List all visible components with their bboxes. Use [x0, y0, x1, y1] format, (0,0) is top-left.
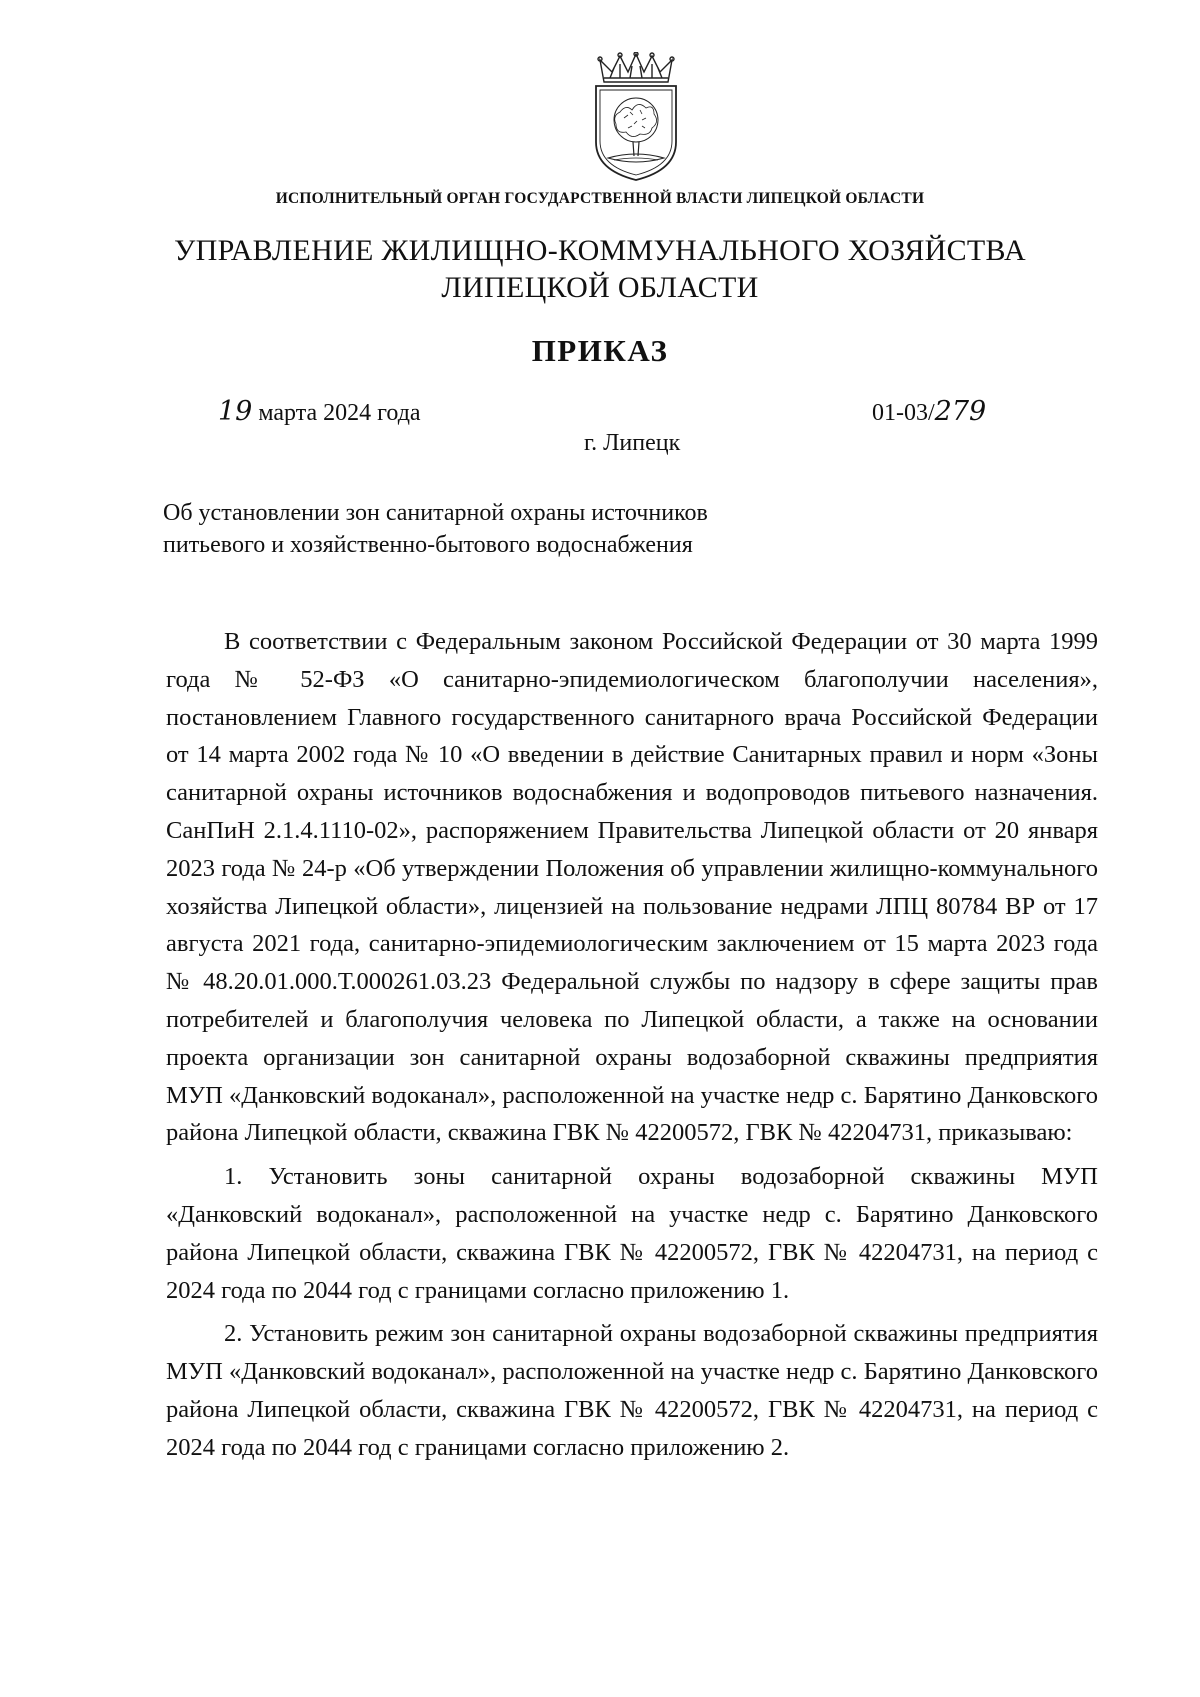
- department-line-1: УПРАВЛЕНИЕ ЖИЛИЩНО-КОММУНАЛЬНОГО ХОЗЯЙСТВА: [174, 234, 1026, 267]
- order-date: [218, 396, 421, 427]
- department-name: [0, 232, 1200, 306]
- order-date-day: 19: [218, 396, 253, 427]
- coat-of-arms-icon: [590, 52, 682, 184]
- order-body: [166, 623, 1098, 1467]
- preamble-paragraph: В соответствии с Федеральным законом Российской Федерации от 30 марта 1999 года № 52-ФЗ «О санитарно-эпидемиологическом благополучии населения», постановлением Главного государственного санитарного врача Российской Федерации от 14 марта 2002 года № 10 «О введении в действие Санитарных правил и норм «Зоны санитарной охраны источников водоснабжения и водопроводов питьевого назначения. СанПиН 2.1.4.1110-02», распоряжением Правительства Липецкой области от 20 января 2023 года № 24-р «Об утверждении Положения об управлении жилищно-коммунального хозяйства Липецкой области», лицензией на пользование недрами ЛПЦ 80784 ВР от 17 августа 2021 года, санитарно-эпидемиологическим заключением от 15 марта 2023 года № 48.20.01.000.Т.000261.03.23 Федеральной службы по надзору в сфере защиты прав потребителей и благополучия человека по Липецкой области, а также на основании проекта организации зон санитарной охраны водозаборной скважины предприятия МУП «Данковский водоканал», расположенной на участке недр с. Барятино Данковского района Липецкой области, скважина ГВК № 42200572, ГВК № 42204731, приказываю:: [166, 628, 1098, 1147]
- order-number-hand: 279: [934, 396, 987, 427]
- order-item-1: 1. Установить зоны санитарной охраны водозаборной скважины МУП «Данковский водоканал», расположенной на участке недр с. Барятино Данковского района Липецкой области, скважина ГВК № 42200572, ГВК № 42204731, на период с 2024 года по 2044 год с границами согласно приложению 1.: [166, 1163, 1098, 1304]
- order-number-prefix: 01-03/: [872, 400, 935, 426]
- document-type: ПРИКАЗ: [531, 333, 669, 368]
- department-line-2: ЛИПЕЦКОЙ ОБЛАСТИ: [441, 271, 759, 304]
- order-number: [872, 396, 986, 427]
- authority-name: ИСПОЛНИТЕЛЬНЫЙ ОРГАН ГОСУДАРСТВЕННОЙ ВЛАСТИ ЛИПЕЦКОЙ ОБЛАСТИ: [275, 190, 925, 207]
- order-city: г. Липецк: [584, 430, 681, 456]
- order-item-2: 2. Установить режим зон санитарной охраны водозаборной скважины предприятия МУП «Данковский водоканал», расположенной на участке недр с. Барятино Данковского района Липецкой области, скважина ГВК № 42200572, ГВК № 42204731, на период с 2024 года по 2044 год с границами согласно приложению 2.: [166, 1320, 1098, 1461]
- order-date-rest: марта 2024 года: [252, 400, 421, 426]
- order-subject: Об установлении зон санитарной охраны источников питьевого и хозяйственно-бытового водоснабжения: [163, 500, 708, 558]
